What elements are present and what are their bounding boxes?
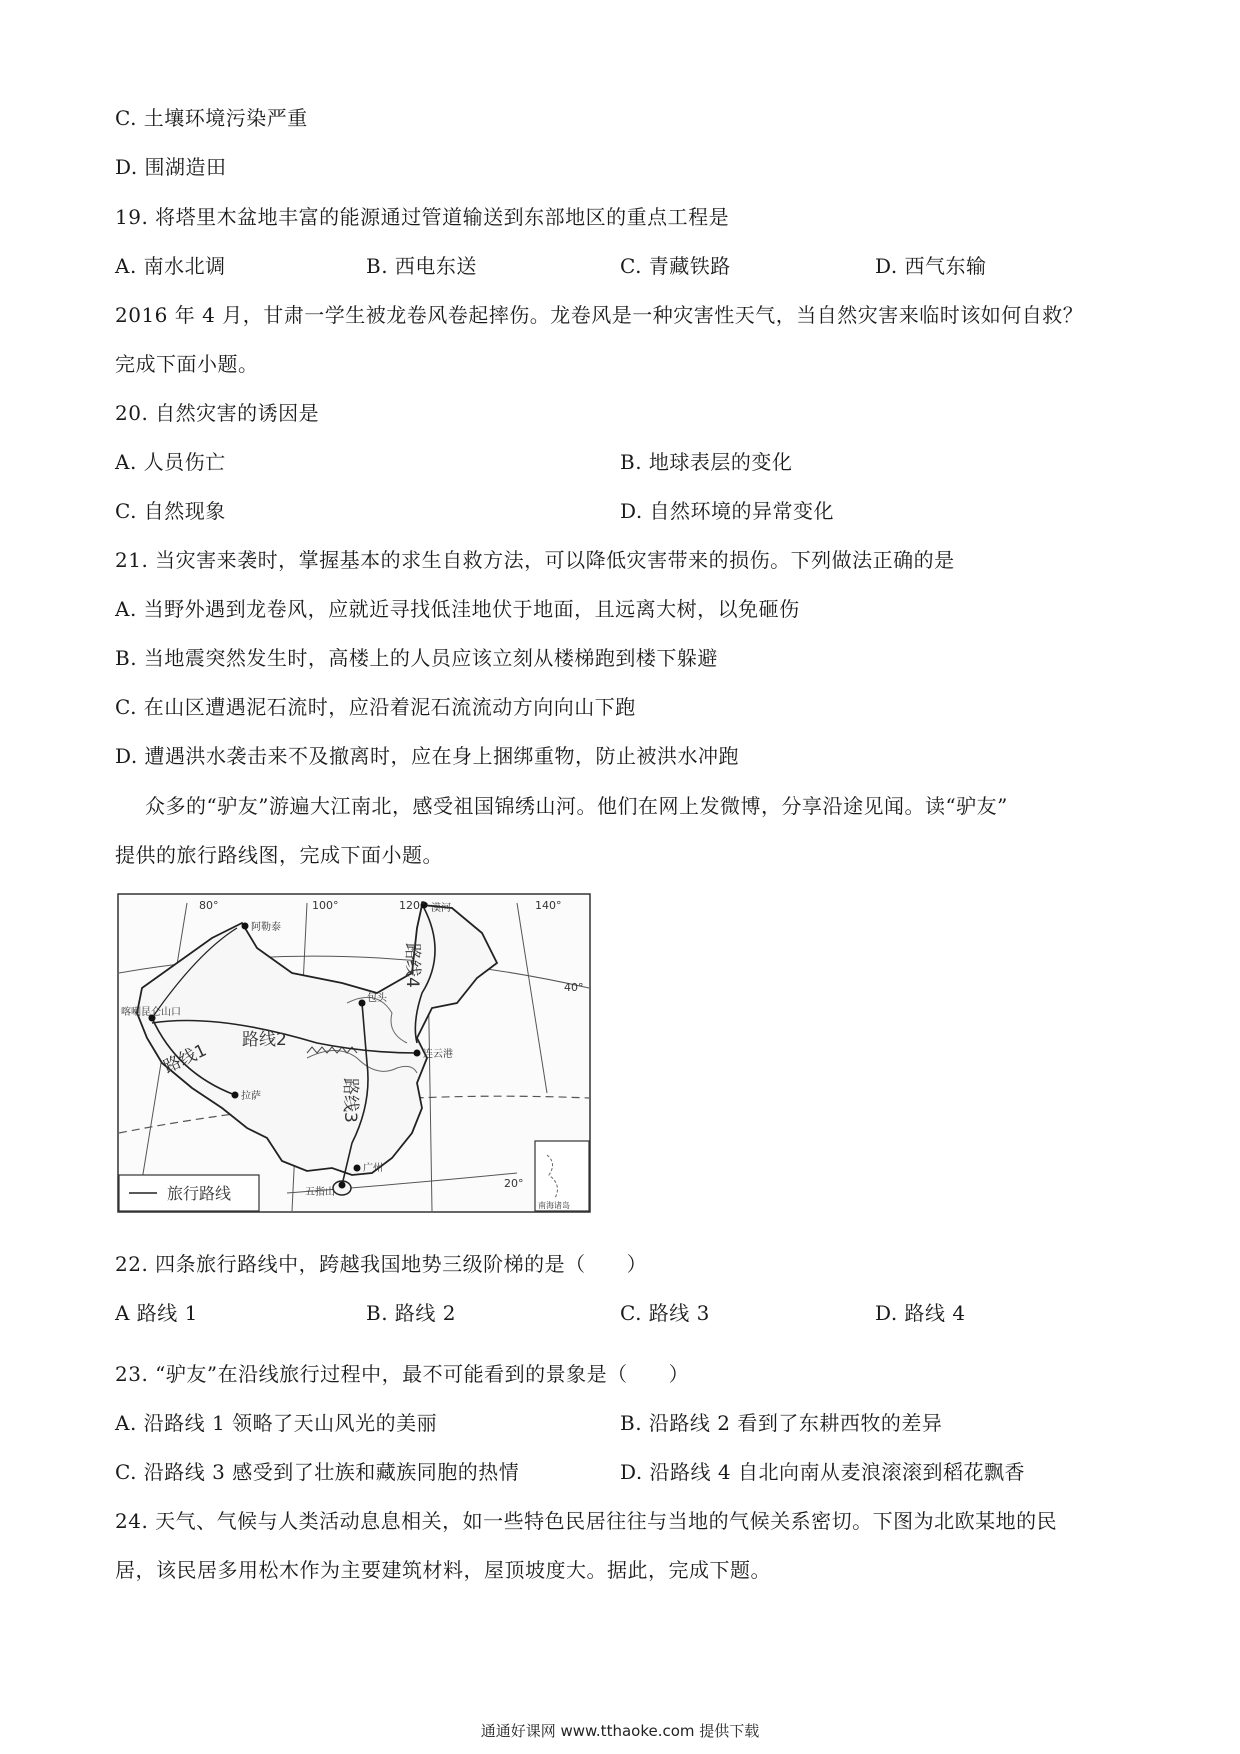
wuzhishan-label: 五指山 (305, 1187, 335, 1198)
question-23: 23. “驴友”在沿线旅行过程中，最不可能看到的景象是（ ） (115, 1362, 690, 1386)
aletai-label: 阿勒泰 (251, 922, 281, 933)
lon-100-label: 100° (312, 899, 339, 912)
route-3-label: 路线3 (340, 1078, 360, 1123)
option-d-line: D. 围湖造田 (115, 155, 227, 179)
legend-label: 旅行路线 (167, 1184, 232, 1203)
route-1-label: 路线1 (160, 1040, 210, 1078)
intro-20-line1: 2016 年 4 月，甘肃一学生被龙卷风卷起摔伤。龙卷风是一种灾害性天气，当自然灾害来临时该如何自救？ (115, 303, 1084, 327)
q19-option-c: C. 青藏铁路 (620, 254, 731, 278)
q19-option-b: B. 西电东送 (366, 254, 477, 278)
q20-option-d: D. 自然环境的异常变化 (620, 499, 835, 523)
question-19: 19. 将塔里木盆地丰富的能源通过管道输送到东部地区的重点工程是 (115, 205, 730, 229)
lon-140-label: 140° (535, 899, 562, 912)
q20-option-c: C. 自然现象 (115, 499, 226, 523)
lat-40-label: 40° (564, 981, 584, 994)
lianyungang-label: 连云港 (423, 1049, 453, 1060)
travel-route-map (117, 893, 591, 1213)
inset-label: 南海诸岛 (538, 1201, 570, 1210)
intro-22-line1: 众多的“驴友”游遍大江南北，感受祖国锦绣山河。他们在网上发微博，分享沿途见闻。读“驴友” (145, 794, 1008, 818)
lon-80-label: 80° (199, 899, 219, 912)
q19-option-a: A. 南水北调 (115, 254, 226, 278)
q21-option-a: A. 当野外遇到龙卷风，应就近寻找低洼地伏于地面，且远离大树，以免砸伤 (115, 597, 800, 621)
lat-20-label: 20° (504, 1177, 524, 1190)
baotou-label: 包头 (367, 993, 387, 1004)
q22-option-c: C. 路线 3 (620, 1301, 710, 1325)
q23-option-c: C. 沿路线 3 感受到了壮族和藏族同胞的热情 (115, 1460, 520, 1484)
question-21: 21. 当灾害来袭时，掌握基本的求生自救方法，可以降低灾害带来的损伤。下列做法正确的是 (115, 548, 955, 572)
page-footer: 通通好课网 www.tthaoke.com 提供下载 (480, 1722, 760, 1740)
route-4-label: 路线4 (402, 943, 422, 988)
kunlun-pass-label: 喀喇昆仑山口 (121, 1007, 181, 1018)
q21-option-b: B. 当地震突然发生时，高楼上的人员应该立刻从楼梯跑到楼下躲避 (115, 646, 718, 670)
q19-option-d: D. 西气东输 (875, 254, 987, 278)
q21-option-c: C. 在山区遭遇泥石流时，应沿着泥石流流动方向向山下跑 (115, 695, 636, 719)
q22-option-d: D. 路线 4 (875, 1301, 966, 1325)
q21-option-d: D. 遭遇洪水袭击来不及撤离时，应在身上捆绑重物，防止被洪水冲跑 (115, 744, 740, 768)
q20-option-a: A. 人员伤亡 (115, 450, 226, 474)
q23-option-a: A. 沿路线 1 领略了天山风光的美丽 (115, 1411, 438, 1435)
question-24-line1: 24. 天气、气候与人类活动息息相关，如一些特色民居往往与当地的气候关系密切。下图为北欧某地的民 (115, 1509, 1058, 1533)
mohe-label: 漠河 (431, 903, 451, 914)
question-22: 22. 四条旅行路线中，跨越我国地势三级阶梯的是（ ） (115, 1252, 648, 1276)
lasa-label: 拉萨 (241, 1091, 261, 1102)
option-c-line: C. 土壤环境污染严重 (115, 106, 308, 130)
intro-20-line2: 完成下面小题。 (115, 352, 259, 376)
q22-option-a: A 路线 1 (115, 1301, 198, 1325)
guangzhou-label: 广州 (363, 1163, 383, 1174)
q23-option-b: B. 沿路线 2 看到了东耕西牧的差异 (620, 1411, 943, 1435)
q22-option-b: B. 路线 2 (366, 1301, 456, 1325)
lon-120-label: 120° (399, 899, 426, 912)
question-24-line2: 居，该民居多用松木作为主要建筑材料，屋顶坡度大。据此，完成下题。 (115, 1558, 771, 1582)
question-20: 20. 自然灾害的诱因是 (115, 401, 320, 425)
q23-option-d: D. 沿路线 4 自北向南从麦浪滚滚到稻花飘香 (620, 1460, 1025, 1484)
route-2-label: 路线2 (242, 1030, 287, 1050)
q20-option-b: B. 地球表层的变化 (620, 450, 793, 474)
intro-22-line2: 提供的旅行路线图，完成下面小题。 (115, 843, 443, 867)
